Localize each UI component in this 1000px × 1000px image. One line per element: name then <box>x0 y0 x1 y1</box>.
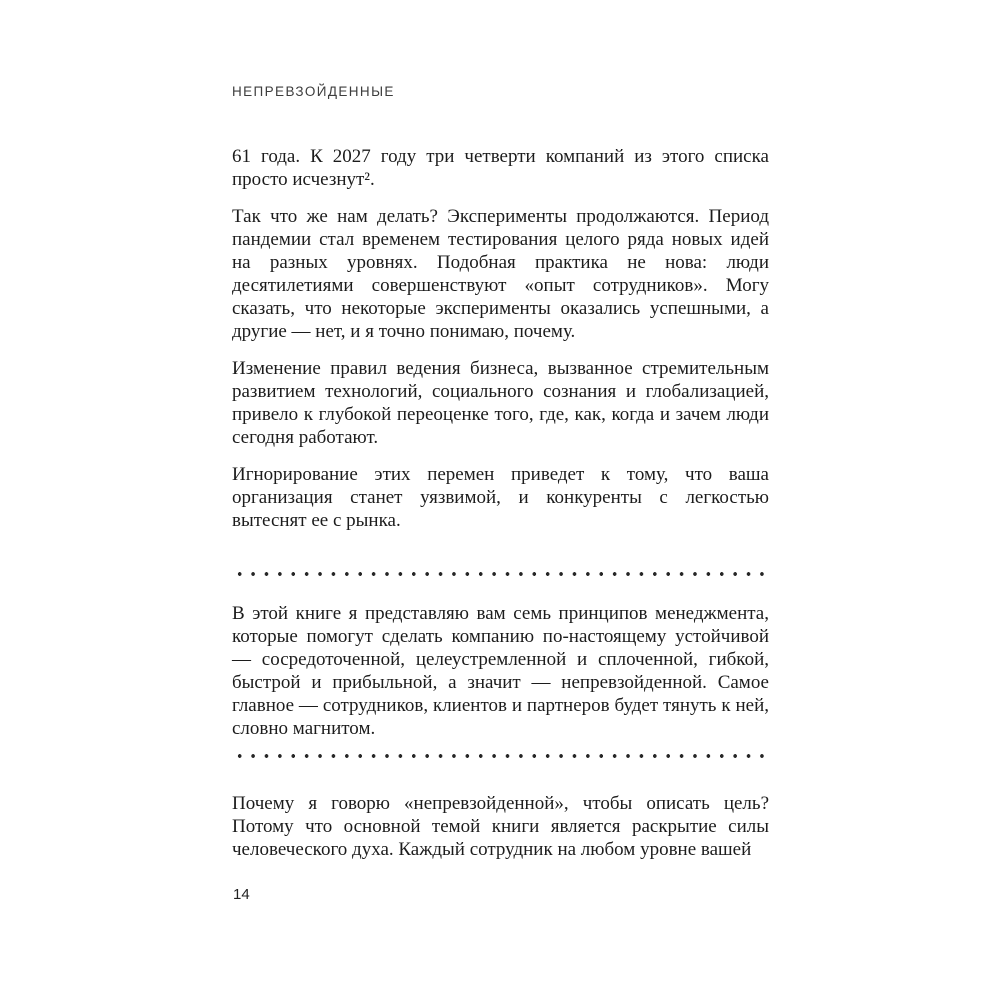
running-head: НЕПРЕВЗОЙДЕННЫЕ <box>232 84 395 99</box>
page-number: 14 <box>233 886 250 903</box>
text-column <box>232 84 769 875</box>
paragraph-continues-next-page: Почему я говорю «непревзойденной», чтобы описать цель? Потому что основной темой книги является раскрытие силы человеческого духа. Каждый сотрудник на любом уровне вашей <box>232 793 769 860</box>
paragraph: Игнорирование этих перемен приведет к тому, что ваша организация станет уязвимой, и конкуренты с легкостью вытеснят ее с рынка. <box>232 464 769 531</box>
paragraph: Изменение правил ведения бизнеса, вызванное стремительным развитием технологий, социального сознания и глобализацией, привело к глубокой переоценке того, где, как, когда и зачем люди сегодня работают. <box>232 358 769 448</box>
dotted-separator-bottom <box>232 754 769 758</box>
callout-paragraph: В этой книге я представляю вам семь принципов менеджмента, которые помогут сделать компанию по-настоящему устойчивой — сосредоточенной, целеустремленной и сплоченной, гибкой, быстрой и прибыльной, а значит — непревзойденной. Самое главное — сотрудников, клиентов и партнеров будет тянуть к ней, словно магнитом. <box>232 603 769 739</box>
dotted-separator-top <box>232 572 769 576</box>
paragraph: Так что же нам делать? Эксперименты продолжаются. Период пандемии стал временем тестирования целого ряда новых идей на разных уровнях. Подобная практика не нова: люди десятилетиями совершенствуют «опыт сотрудников». Могу сказать, что некоторые эксперименты оказались успешными, а другие — нет, и я точно понимаю, почему. <box>232 206 769 342</box>
paragraph-continued-from-previous-page: 61 года. К 2027 году три четверти компаний из этого списка просто исчезнут². <box>232 146 769 190</box>
